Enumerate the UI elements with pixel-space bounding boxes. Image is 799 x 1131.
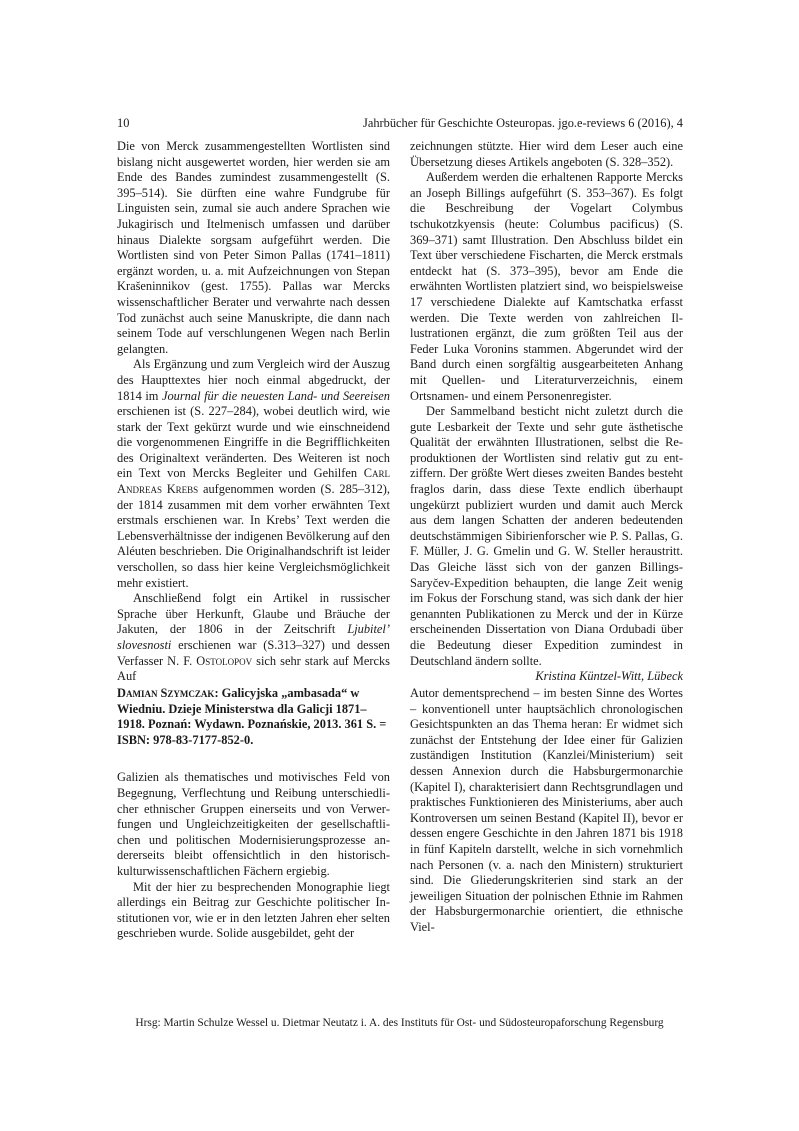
paragraph: Mit der hier zu besprechenden Monographie liegt allerdings ein Beitrag zur Geschichte politischer Institutionen vor, wie er in den letzten Jahren eher selten geschrieben wurde. Solide ausgebildet, geht der <box>117 879 390 941</box>
reviewer-signature: Kristina Küntzel-Witt, Lübeck <box>535 669 683 684</box>
person-name: Ostolopov <box>196 653 253 668</box>
journal-title: Journal für die neuesten Land- und Seereisen <box>161 388 390 403</box>
paragraph: Die von Merck zusammengestellten Wortlisten sind bislang nicht ausgewertet worden, hier werden sie am Ende des Bandes zumindest zusammengestellt (S. 395–514). Sie dürften eine wahre Fundgrube für Linguisten sein, zumal sie auch andere Sprachen wie Jukagirisch und Itelmenisch umfassen und darüber hinaus Dialekte sorgsam aufgeführt werden. Die Wortlisten sind von Peter Simon Pallas (1741–1811) ergänzt worden, u. a. mit Aufzeichnungen von Stepan Krašeninnikov (gest. 1755). Pallas war Mercks wissenschaftlicher Berater und verwahrte nach dessen Tod zunächst auch seine Manuskripte, die dann nach seinem Tode auf verschlungenen Wegen nach Berlin gelangten. <box>117 139 390 356</box>
journal-title: Ljubitel’ slovesnosti <box>117 622 390 652</box>
page-number: 10 <box>117 116 130 130</box>
paragraph: Autor dementsprechend – im besten Sinne des Wortes – konventionell unter hauptsächlich chronologischen Gesichtspunkten an das Thema heran: Er widmet sich zunächst der Entstehung der Idee einer für Galizien zuständigen Institution (Kanzlei/Ministerium) seit dessen Annexion durch die Habsburgermonarchie (Kapitel I), charakterisiert dann Rechtsgrundlagen und praktisches Funktionieren des Ministeriums, aber auch Kontroversen um seinen Bestand (Kapitel II), bevor er dessen engere Geschichte in den Jahren 1871 bis 1918 in fünf Kapiteln darstellt, welche in sich vornehmlich nach Personen (v. a. nach den Ministern) strukturiert sind. Die Gliederungskriterien sind stark an der jeweiligen Situation der polnischen Ethnie im Rahmen der Habsburgermonarchie orientiert, die ethnische Viel- <box>410 686 683 934</box>
paragraph: Außerdem werden die erhaltenen Rapporte Mercks an Joseph Billings aufgeführt (S. 353–367). Es folgt die Beschreibung der Vogelart Colymbus tschukotzkyensis (heute: Columbus pacificus) (S. 369–371) samt Illustration. Den Abschluss bildet ein Text über verschiedene Fischarten, die Merck erstmals entdeckt hat (S. 373–395), bevor am Ende die erwähnten Wortlisten platziert sind, wo beispielsweise 17 verschiedene Dialekte auf Kamtschatka erfasst werden. Die Texte werden von zahlreichen Illustrationen ergänzt, die zum größten Teil aus der Feder Luka Voronins stammen. Abgerundet wird der Band durch einen sorgfältig ausgearbeiteten Anhang mit Quellen- und Literaturverzeichnis, einem Ortsnamen- und einem Personenregister. <box>410 170 683 403</box>
review2-right-column <box>410 686 683 936</box>
paragraph: zeichnungen stützte. Hier wird dem Leser auch eine Übersetzung dieses Artikels angeboten (S. 328–352). <box>410 139 683 169</box>
paragraph: Der Sammelband besticht nicht zuletzt durch die gute Lesbarkeit der Texte und sehr gute ästhetische Qualität der erwähnten Illustrationen, selbst die Reproduktionen der Wortlisten sind relativ gut zu entziffern. Der größte Wert dieses zweiten Bandes besteht fraglos darin, dass diese Texte endlich überhaupt ungekürzt publiziert wurden und damit auch Merck aus dem langen Schatten der anderen bedeutenden deutschstämmigen Sibirienforscher wie P. S. Pallas, G. F. Müller, J. G. Gmelin und G. W. Steller heraustritt. Das Gleiche lässt sich von der ganzen Billings-Saryčev-Expedition behaupten, die lange Zeit wenig im Fokus der Forschung stand, was sich dank der hier genannten Publikationen zu Merck und der in Kürze erscheinenden Dissertation von Diana Ordubadi über die Bedeutung dieser Expedition zumindest in Deutschland ändern sollte. <box>410 404 683 668</box>
person-name: Carl Andreas Krebs <box>117 466 390 497</box>
review1-right-column <box>410 139 683 685</box>
running-head: Jahrbücher für Geschichte Osteuropas. jgo.e-reviews 6 (2016), 4 <box>363 116 683 130</box>
page-header <box>117 114 683 132</box>
review1-left-column <box>117 139 390 685</box>
page-footer: Hrsg: Martin Schulze Wessel u. Dietmar Neutatz i. A. des Instituts für Ost- und Südosteuropaforschung Regensburg <box>135 1017 664 1029</box>
author-name: Damian Szymczak <box>117 686 215 700</box>
paragraph: Anschließend folgt ein Artikel in russischer Sprache über Herkunft, Glaube und Bräuche der Jakuten, der 1806 in der Zeitschrift Ljubitel’ slovesnosti erschienen war (S.313–327) und dessen Verfasser N. F. Ostolopov sich sehr stark auf Mercks Auf <box>117 591 390 684</box>
review-title: Damian Szymczak: Galicyjska „ambasada“ w Wiedniu. Dzieje Ministerstwa dla Galicji 1871–1918. Poznań: Wydawn. Poznańskie, 2013. 361 S. = ISBN: 978-83-7177-852-0. <box>117 686 387 747</box>
review2-left-column <box>117 686 390 942</box>
paragraph: Galizien als thematisches und motivisches Feld von Begegnung, Verflechtung und Reibung unterschiedlicher ethnischer Gruppen einerseits und von Verwerfungen und Ungleichzeitigkeiten der gesellschaftlichen und politischen Modernisierungsprozesse andererseits bleibt offensichtlich in den historisch-kulturwissenschaftlichen Fächern ergiebig. <box>117 770 390 878</box>
paragraph: Als Ergänzung und zum Vergleich wird der Auszug des Haupttextes hier noch einmal abgedruckt, der 1814 im Journal für die neuesten Land- und Seereisen erschienen ist (S. 227–284), wobei deutlich wird, wie stark der Text gekürzt wurde und wie einschneidend die vorgenommenen Eingriffe in die Begrifflichkeiten des Originaltext veränderten. Des Weiteren ist noch ein Text von Mercks Begleiter und Gehilfen Carl Andreas Krebs aufgenommen worden (S. 285–312), der 1814 zusammen mit dem vorher erwähnten Text erstmals erschienen war. In Krebs’ Text werden die Lebensverhältnisse der indigenen Bevölkerung auf den Aléuten beschrieben. Die Originalhandschrift ist leider verschollen, so dass hier keine Vergleichsmöglichkeit mehr existiert. <box>117 357 390 590</box>
